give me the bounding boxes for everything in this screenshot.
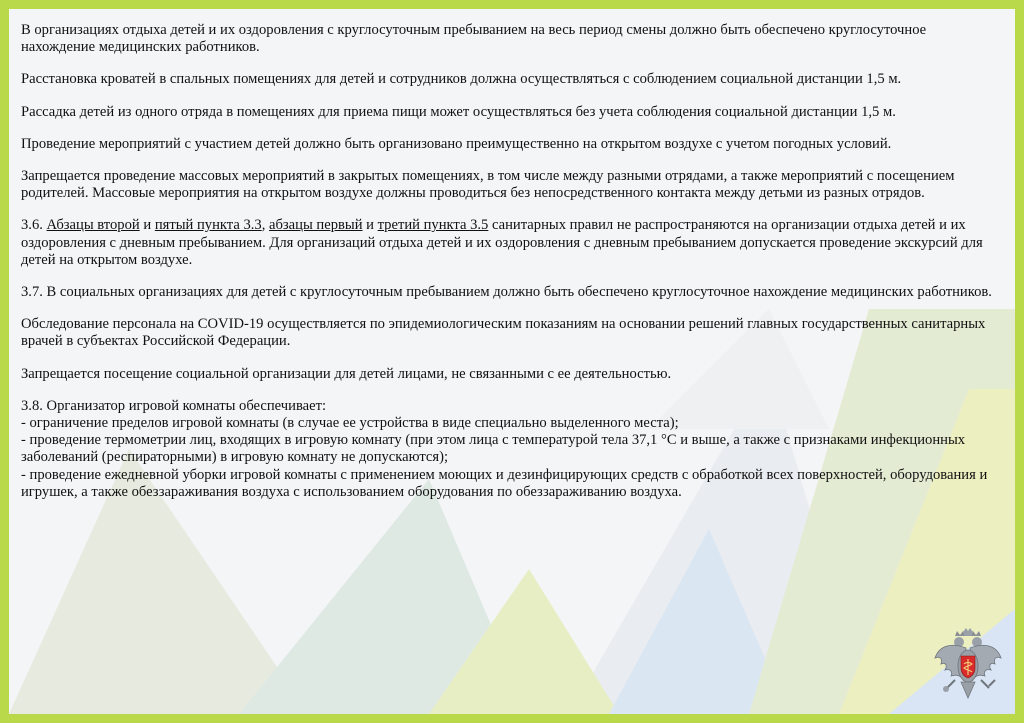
list-item: - ограничение пределов игровой комнаты (в случае ее устройства в виде специально выделенного места); <box>21 415 679 432</box>
paragraph: Проведение мероприятий с участием детей должно быть организовано преимущественно на открытом воздухе с учетом погодных условий. <box>21 135 892 152</box>
paragraph: Обследование персонала на COVID-19 осуществляется по эпидемиологическим показаниям на основании решений главных государственных санитарных врачей в субъектах Российской Федерации. <box>21 316 986 350</box>
document-text <box>21 22 1003 501</box>
paragraph: Запрещается проведение массовых мероприятий в закрытых помещениях, в том числе между разными отрядами, а также мероприятий с посещением родителей. Массовые мероприятия на открытом воздухе должны проводиться без непосредственного контакта между детьми из разных отрядов. <box>21 168 955 202</box>
paragraph: Расстановка кроватей в спальных помещениях для детей и сотрудников должна осуществляться с соблюдением социальной дистанции 1,5 м. <box>21 71 902 88</box>
eagle-emblem-icon <box>933 628 1003 704</box>
page-frame <box>9 9 1015 714</box>
link-pyatyy-punkta-3-3[interactable]: пятый пункта 3.3 <box>154 217 262 234</box>
paragraph-text: , <box>261 217 270 234</box>
paragraph: В организациях отдыха детей и их оздоровления с круглосуточным пребыванием на весь период смены должно быть обеспечено круглосуточное нахождение медицинских работников. <box>21 22 927 56</box>
link-tretiy-punkta-3-5[interactable]: третий пункта 3.5 <box>377 217 489 234</box>
paragraph-3-8-heading: 3.8. Организатор игровой комнаты обеспечивает: <box>21 397 327 414</box>
link-abzacy-vtoroy[interactable]: Абзацы второй <box>46 217 140 234</box>
paragraph-text: санитарных правил не распространяются на организации отдыха детей и их оздоровления с дневным пребыванием. Для организаций отдыха детей и их оздоровления с дневным пребыванием допускается проведение экскурсий для детей на открытом воздухе. <box>21 217 983 268</box>
paragraph: Рассадка детей из одного отряда в помещениях для приема пищи может осуществляться без учета соблюдения социальной дистанции 1,5 м. <box>21 103 896 120</box>
paragraph-3-6 <box>21 217 1003 269</box>
paragraph: 3.7. В социальных организациях для детей с круглосуточным пребыванием должно быть обеспечено круглосуточное нахождение медицинских работников. <box>21 284 992 301</box>
paragraph-text: и <box>362 217 378 234</box>
paragraph-text: и <box>139 217 155 234</box>
paragraph: Запрещается посещение социальной организации для детей лицами, не связанными с ее деятельностью. <box>21 365 672 382</box>
link-abzacy-pervyy[interactable]: абзацы первый <box>269 217 363 234</box>
list-item: - проведение термометрии лиц, входящих в игровую комнату (при этом лица с температурой тела 37,1 °С и выше, а также с признаками инфекционных заболеваний (респираторными) в игровую комнату не допускаются); <box>21 432 966 466</box>
list-item: - проведение ежедневной уборки игровой комнаты с применением моющих и дезинфицирующих средств с обработкой всех поверхностей, оборудования и игрушек, а также обеззараживания воздуха с использованием оборудования по обеззараживанию воздуха. <box>21 466 988 500</box>
paragraph-text: 3.6. <box>21 217 47 234</box>
